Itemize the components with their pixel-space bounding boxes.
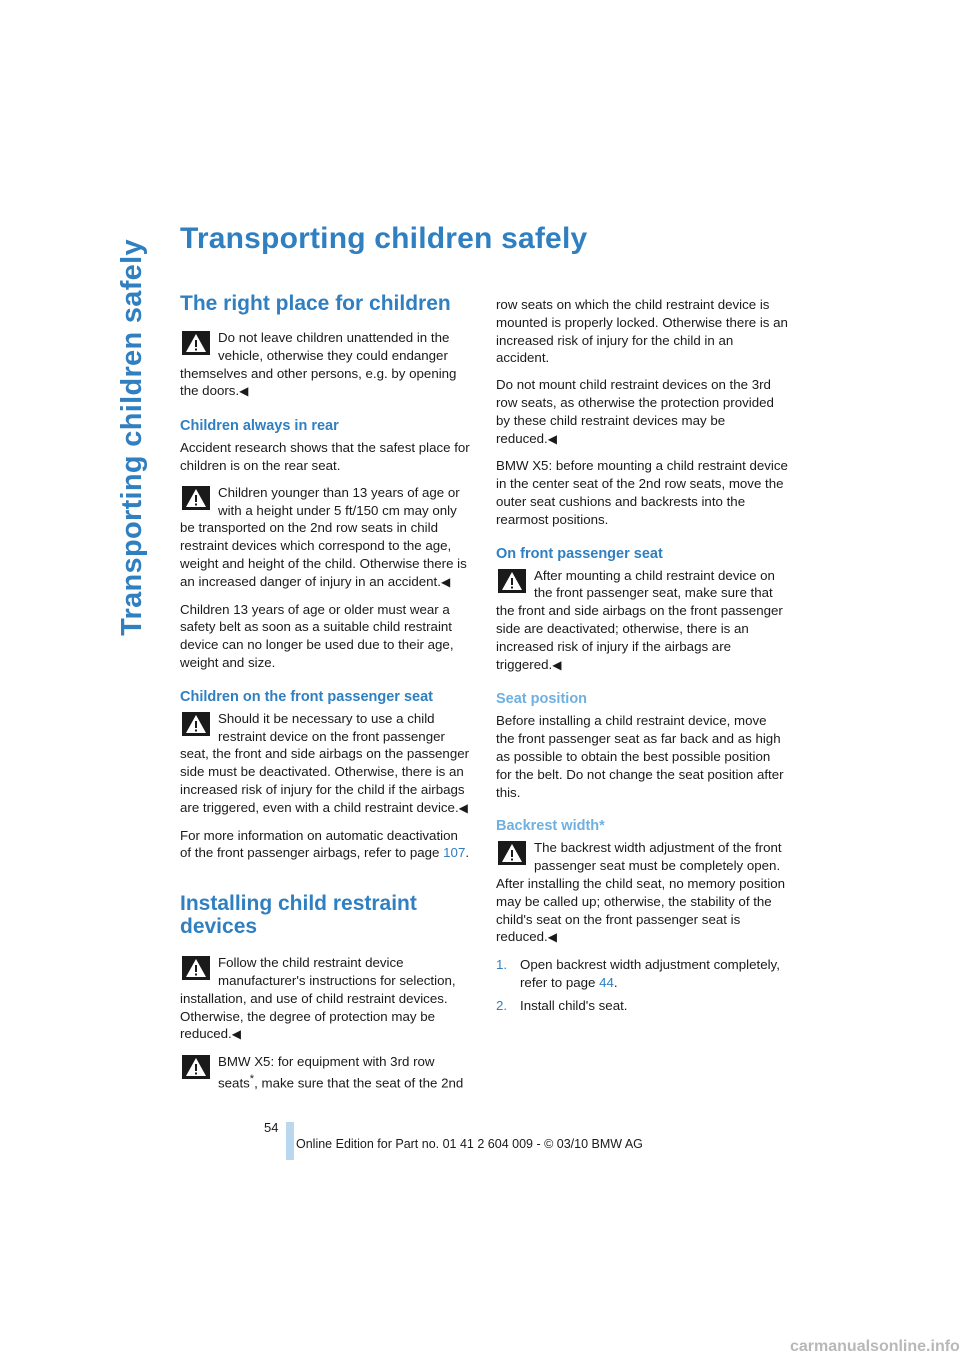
warning-text: After mounting a child restraint device on the front passenger seat, make sure that the front and side airbags on the front passenger side are deactivated; otherwise, there is an increased risk of injury if the airbags are triggered.	[496, 567, 783, 672]
continued-text: row seats on which the child restraint device is mounted is properly locked. Otherwise there is an increased risk of injury for the child in an accident.	[496, 297, 788, 366]
page-link-44[interactable]: 44	[599, 974, 614, 990]
steps-list	[496, 956, 788, 1014]
third-row-text: Do not mount child restraint devices on the 3rd row seats, as otherwise the protection provided by these child restraint devices may be reduced.	[496, 377, 774, 446]
page-link-107[interactable]: 107	[443, 845, 466, 861]
side-chapter-title-text: Transporting children safely	[115, 238, 148, 636]
paragraph-more-info: For more information on automatic deactivation of the front passenger airbags, refer to page 107.	[180, 827, 470, 861]
warning-text: Follow the child restraint device manufacturer's instructions for selection, installation, and use of child restraint devices. Otherwise, the degree of protection may be reduced.	[180, 955, 456, 1042]
warning-triangle-icon	[498, 569, 526, 593]
warning-unattended	[180, 329, 472, 401]
heading-front-seat: Children on the front passenger seat	[180, 688, 433, 705]
warning-triangle-icon	[182, 1055, 210, 1079]
paragraph-accident-research: Accident research shows that the safest place for children is on the rear seat.	[180, 440, 470, 473]
warning-triangle-icon	[182, 712, 210, 736]
warning-text: Do not leave children unattended in the vehicle, otherwise they could endanger themselves and other persons, e.g. by opening the doors.	[180, 330, 457, 399]
step-number: 2.	[496, 997, 508, 1013]
warning-triangle-icon	[498, 841, 526, 865]
footer-accent-bar	[286, 1122, 294, 1160]
paragraph-safety-belt: Children 13 years of age or older must wear a safety belt as soon as a suitable child restraint device can no longer be used due to their age, weight and size.	[180, 601, 454, 670]
step-after: .	[613, 974, 618, 990]
optional-equipment-star: *	[249, 1072, 255, 1085]
more-info-text: For more information on automatic deactivation of the front passenger airbags, refer to page	[180, 827, 458, 861]
end-mark: ◀	[552, 657, 562, 672]
end-mark: ◀	[458, 800, 468, 815]
warning-text-cont: , make sure that the seat of the 2nd	[254, 1075, 464, 1091]
warning-airbags	[180, 710, 472, 818]
warning-text: The backrest width adjustment of the front passenger seat must be completely open. After installing the child seat, no memory position may be called up; otherwise, the stability of the child's seat on the front passenger seat is reduced.	[496, 840, 785, 945]
paragraph-x5-center-seat: BMW X5: before mounting a child restraint device in the center seat of the 2nd row seats, move the outer seat cushions and backrests into the rearmost positions.	[496, 458, 788, 527]
list-item	[496, 956, 788, 992]
warning-triangle-icon	[182, 486, 210, 510]
warning-text: Children younger than 13 years of age or with a height under 5 ft/150 cm may only be transported on the 2nd row seats in child restraint devices which correspond to the age, weight and height of the child. Otherwise there is an increased danger of injury in an accident.	[180, 484, 467, 589]
left-column	[180, 292, 472, 1101]
page-number: 54	[264, 1120, 279, 1135]
warning-age-height	[180, 484, 472, 592]
warning-text: Should it be necessary to use a child restraint device on the front passenger seat, the front and side airbags on the passenger side must be deactivated. Otherwise, there is an increased risk of injury for the child if the airbags are triggered, even with a child restraint device.	[180, 710, 470, 815]
heading-right-place: The right place for children	[180, 292, 451, 315]
warning-3rd-row	[180, 1053, 472, 1092]
end-mark: ◀	[547, 431, 557, 446]
list-item	[496, 997, 788, 1015]
heading-backrest-width: Backrest width*	[496, 818, 605, 835]
warning-triangle-icon	[182, 331, 210, 355]
right-column	[496, 296, 788, 1020]
end-mark: ◀	[239, 384, 249, 399]
paragraph-seat-position: Before installing a child restraint device, move the front passenger seat as far back and as high as possible to obtain the best possible position for the belt. Do not change the seat position after this.	[496, 713, 784, 800]
step-number: 1.	[496, 957, 508, 973]
end-mark: ◀	[231, 1027, 241, 1042]
paragraph-continued-warning	[496, 296, 788, 367]
paragraph-3rd-row	[496, 376, 788, 448]
warning-triangle-icon	[182, 956, 210, 980]
watermark: carmanualsonline.info	[790, 1338, 960, 1355]
heading-installing: Installing child restraint devices	[180, 892, 417, 939]
heading-front-passenger: On front passenger seat	[496, 545, 663, 562]
step-text: Open backrest width adjustment completely, refer to page	[520, 957, 780, 990]
end-mark: ◀	[547, 930, 557, 945]
step-text: Install child's seat.	[520, 997, 628, 1013]
warning-front-airbags	[496, 567, 788, 675]
page-title: Transporting children safely	[180, 222, 588, 255]
warning-text: BMW X5: for equipment with 3rd row seats	[218, 1054, 435, 1091]
heading-always-rear: Children always in rear	[180, 418, 339, 435]
warning-manufacturer	[180, 954, 472, 1044]
side-chapter-title	[110, 232, 154, 642]
heading-seat-position: Seat position	[496, 691, 588, 708]
footer-edition-text: Online Edition for Part no. 01 41 2 604 009 - © 03/10 BMW AG	[296, 1137, 643, 1151]
end-mark: ◀	[440, 574, 451, 589]
warning-backrest	[496, 839, 788, 947]
